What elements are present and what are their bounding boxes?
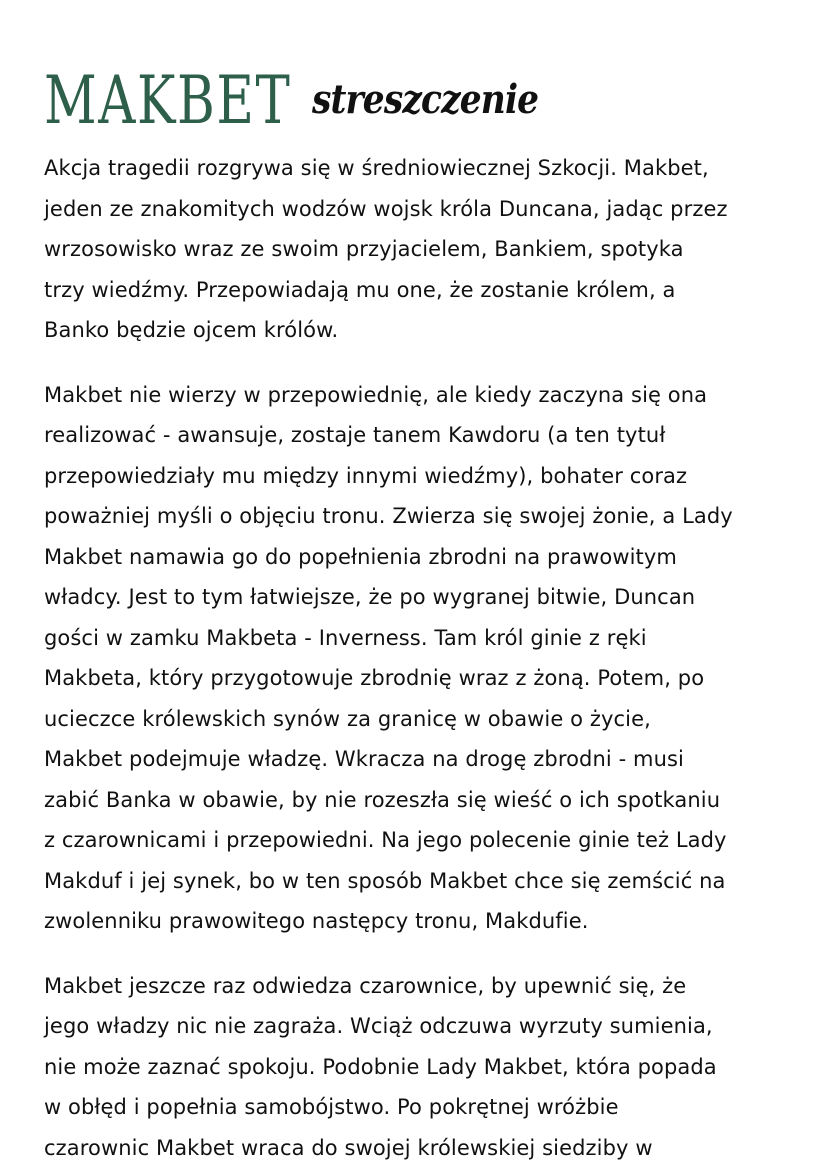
text-line: wrzosowisko wraz ze swoim przyjacielem, Bankiem, spotyka [44, 237, 684, 261]
text-line: zwolenniku prawowitego następcy tronu, Makdufie. [44, 909, 589, 933]
paragraph-1 [44, 148, 794, 351]
text-line: realizować - awansuje, zostaje tanem Kawdoru (a ten tytuł [44, 423, 666, 447]
text-line: czarownic Makbet wraca do swojej królewskiej siedziby w [44, 1135, 653, 1160]
text-line: trzy wiedźmy. Przepowiadają mu one, że zostanie królem, a [44, 277, 676, 302]
text-line: w obłęd i popełnia samobójstwo. Po pokrętnej wróżbie [44, 1095, 619, 1119]
document-title: MAKBET [44, 62, 292, 139]
text-line: nie może zaznać spokoju. Podobnie Lady Makbet, która popada [44, 1054, 717, 1079]
text-line: Makbeta, który przygotowuje zbrodnię wraz z żoną. Potem, po [44, 666, 705, 690]
text-line: Makbet namawia go do popełnienia zbrodni na prawowitym [44, 544, 677, 569]
paragraph-3 [44, 966, 794, 1169]
text-line: jego władzy nic nie zagraża. Wciąż odczuwa wyrzuty sumienia, [44, 1014, 713, 1038]
text-line: przepowiedziały mu między innymi wiedźmy), bohater coraz [44, 463, 688, 488]
document-subtitle: streszczenie [312, 76, 539, 123]
text-line: z czarownicami i przepowiedni. Na jego polecenie ginie też Lady [44, 828, 727, 852]
text-line: władcy. Jest to tym łatwiejsze, że po wygranej bitwie, Duncan [44, 585, 696, 609]
text-line: Makduf i jej synek, bo w ten sposób Makbet chce się zemścić na [44, 868, 726, 893]
text-line: gości w zamku Makbeta - Inverness. Tam król ginie z ręki [44, 625, 647, 650]
text-line: jeden ze znakomitych wodzów wojsk króla Duncana, jadąc przez [44, 196, 728, 221]
document-header [44, 52, 539, 139]
text-line: ucieczce królewskich synów za granicę w obawie o życie, [44, 706, 651, 731]
text-line: Makbet jeszcze raz odwiedza czarownice, by upewnić się, że [44, 973, 687, 998]
document-body [44, 148, 794, 1170]
text-line: Akcja tragedii rozgrywa się w średniowiecznej Szkocji. Makbet, [44, 156, 709, 180]
text-line: Makbet nie wierzy w przepowiednię, ale kiedy zaczyna się ona [44, 382, 708, 407]
text-line: Makbet podejmuje władzę. Wkracza na drogę zbrodni - musi [44, 747, 684, 771]
text-line: poważniej myśli o objęciu tronu. Zwierza się swojej żonie, a Lady [44, 504, 733, 528]
text-line: Banko będzie ojcem królów. [44, 318, 339, 342]
paragraph-2 [44, 375, 794, 942]
text-line: zabić Banka w obawie, by nie rozeszła się wieść o ich spotkaniu [44, 787, 721, 812]
